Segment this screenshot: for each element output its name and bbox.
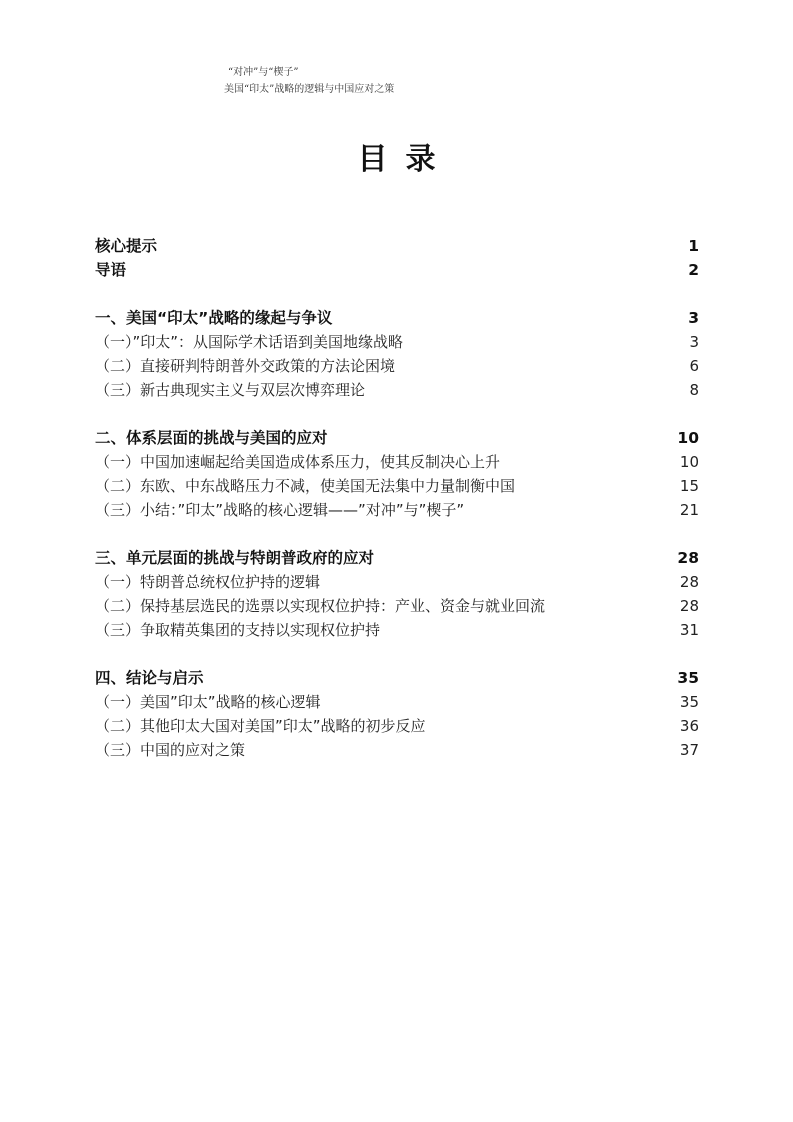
toc-item-page: 28 — [679, 573, 699, 591]
toc-item-page: 36 — [679, 717, 699, 735]
toc-section-4[interactable] — [95, 666, 699, 690]
toc-item-1-1[interactable] — [95, 330, 699, 354]
table-of-contents — [95, 234, 699, 762]
toc-item-page: 37 — [679, 741, 699, 759]
running-header — [224, 64, 394, 98]
toc-section-page: 3 — [688, 309, 699, 327]
toc-item-label: （三）新古典现实主义与双层次博弈理论 — [95, 381, 366, 399]
toc-item-label: （一）美国”印太”战略的核心逻辑 — [95, 693, 321, 711]
toc-section-1[interactable] — [95, 306, 699, 330]
page-title: 目录 — [357, 142, 454, 177]
toc-item-page: 10 — [679, 453, 699, 471]
toc-item-page: 6 — [689, 357, 699, 375]
toc-item-page: 8 — [689, 381, 699, 399]
toc-item-label: （三）争取精英集团的支持以实现权位护持 — [95, 621, 381, 639]
toc-item-3-3[interactable] — [95, 618, 699, 642]
toc-item-page: 28 — [679, 597, 699, 615]
toc-section-label: 四、结论与启示 — [95, 669, 204, 687]
toc-item-page: 15 — [679, 477, 699, 495]
toc-item-page: 3 — [689, 333, 699, 351]
toc-section-page: 35 — [677, 669, 699, 687]
toc-item-1-3[interactable] — [95, 378, 699, 402]
toc-section-page: 10 — [677, 429, 699, 447]
toc-item-label: （三）中国的应对之策 — [95, 741, 246, 759]
toc-item-label: （二）东欧、中东战略压力不减，使美国无法集中力量制衡中国 — [95, 477, 516, 495]
toc-entry-page: 1 — [688, 237, 699, 255]
toc-item-label: （二）保持基层选民的选票以实现权位护持：产业、资金与就业回流 — [95, 597, 546, 615]
header-line-1: “对冲”与“楔子” — [228, 67, 299, 78]
toc-section-page: 28 — [677, 549, 699, 567]
toc-item-4-3[interactable] — [95, 738, 699, 762]
toc-section-3[interactable] — [95, 546, 699, 570]
toc-item-label: （三）小结：”印太”战略的核心逻辑——”对冲”与”楔子” — [95, 501, 465, 519]
toc-section-label: 三、单元层面的挑战与特朗普政府的应对 — [95, 549, 375, 567]
toc-item-page: 35 — [679, 693, 699, 711]
toc-item-label: （二）其他印太大国对美国”印太”战略的初步反应 — [95, 717, 426, 735]
toc-entry-core-tips[interactable] — [95, 234, 699, 258]
toc-item-3-2[interactable] — [95, 594, 699, 618]
toc-section-2[interactable] — [95, 426, 699, 450]
toc-item-3-1[interactable] — [95, 570, 699, 594]
toc-item-label: （一）特朗普总统权位护持的逻辑 — [95, 573, 321, 591]
toc-entry-label: 导语 — [95, 261, 127, 279]
toc-item-page: 21 — [679, 501, 699, 519]
toc-item-page: 31 — [679, 621, 699, 639]
toc-item-2-1[interactable] — [95, 450, 699, 474]
toc-item-2-2[interactable] — [95, 474, 699, 498]
toc-item-4-2[interactable] — [95, 714, 699, 738]
header-line-2: 美国“印太”战略的逻辑与中国应对之策 — [224, 84, 395, 95]
toc-entry-label: 核心提示 — [95, 237, 158, 255]
toc-item-label: （一）”印太”：从国际学术话语到美国地缘战略 — [95, 333, 404, 351]
toc-item-4-1[interactable] — [95, 690, 699, 714]
toc-entry-introduction[interactable] — [95, 258, 699, 282]
toc-section-label: 二、体系层面的挑战与美国的应对 — [95, 429, 328, 447]
toc-item-2-3[interactable] — [95, 498, 699, 522]
toc-item-1-2[interactable] — [95, 354, 699, 378]
toc-item-label: （二）直接研判特朗普外交政策的方法论困境 — [95, 357, 396, 375]
toc-section-label: 一、美国“印太”战略的缘起与争议 — [95, 309, 333, 327]
toc-entry-page: 2 — [688, 261, 699, 279]
toc-item-label: （一）中国加速崛起给美国造成体系压力，使其反制决心上升 — [95, 453, 501, 471]
